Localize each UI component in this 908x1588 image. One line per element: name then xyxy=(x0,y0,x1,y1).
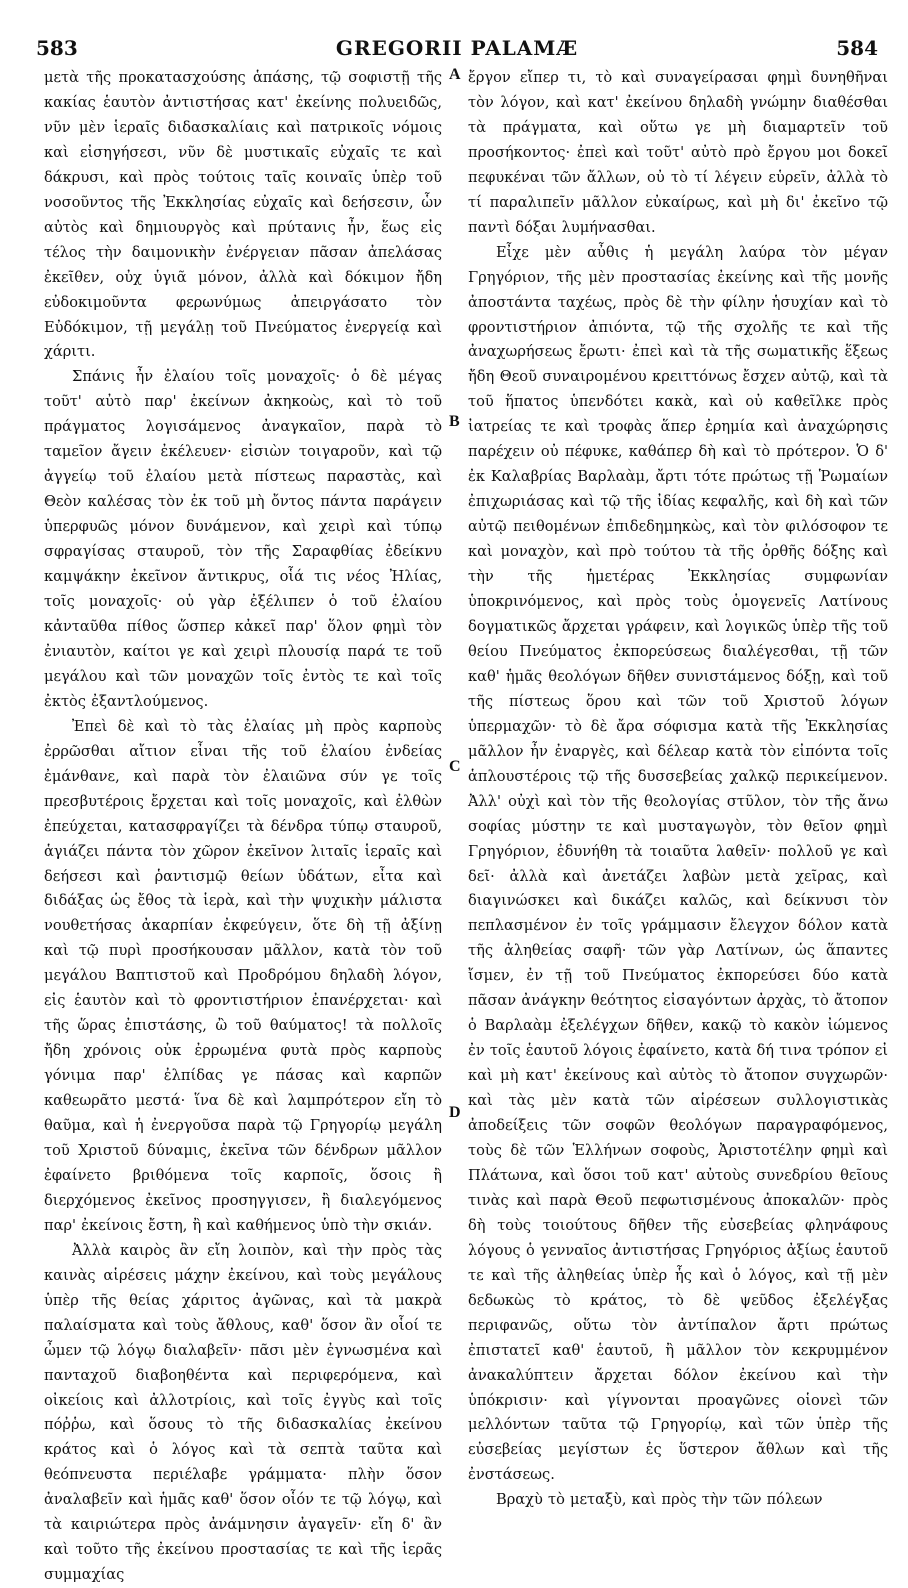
page-number-left: 583 xyxy=(36,36,78,60)
running-header xyxy=(36,36,878,62)
margin-marker-b: B xyxy=(449,413,460,430)
margin-marker-a: A xyxy=(449,66,461,83)
left-paragraph-3: Ἐπεὶ δὲ καὶ τὸ τὰς ἐλαίας μὴ πρὸς καρποὺς ἐρρῶσθαι αἴτιον εἶναι τῆς τοῦ ἐλαίου ἐνδείας ἐμάνθανε, καὶ παρὰ τὸν ἐλαιῶνα σύν γε τοῖς πρεσβυτέροις ἔρχεται καὶ τοῖς μοναχοῖς, καὶ ἐλθὼν ἐπεύχεται, κατασφραγίζει τὰ δένδρα τύπῳ σταυροῦ, ἁγιάζει πάντα τὸν χῶρον ἐκεῖνον λιταῖς ἱεραῖς καὶ δεήσεσι καὶ ῥαντισμῷ θείων ὑδάτων, εἶτα καὶ διδάξας ὡς ἔθος τὰ ἱερὰ, καὶ τὴν ψυχικὴν μάλιστα νουθετήσας ἀκαρπίαν ἐκφεύγειν, ὅτε δὴ τῇ ἀξίνῃ καὶ τῷ πυρὶ προσήκουσαν μᾶλλον, κατὰ τὸν τοῦ μεγάλου Βαπτιστοῦ καὶ Προδρόμου δηλαδὴ λόγον, εἰς ἑαυτὸν καὶ τὸ φροντιστήριον ἐπανέρχεται· καὶ τῆς ὥρας ἐπιστάσης, ὢ τοῦ θαύματος! τὰ πολλοῖς ἤδη χρόνοις οὐκ ἐρρωμένα φυτὰ πρὸς καρποὺς γόνιμα παρ' ἐλπίδας γε πάσας καὶ καρπῶν καθεωρᾶτο μεστά· ἵνα δὲ καὶ λαμπρότερον εἴη τὸ θαῦμα, καὶ ἡ ἐνεργοῦσα παρὰ τῷ Γρηγορίῳ μεγάλη τοῦ Χριστοῦ δύναμις, ἐκεῖνα τῶν δένδρων μᾶλλον ἐφαίνετο βριθόμενα τοῖς καρποῖς, ὅσοις ἢ διερχόμενος ἐκεῖνος προσηγγισεν, ἢ διαλεγόμενος παρ' ἐκείνοις ἔστη, ἢ καὶ καθήμενος ὑπὸ τὴν σκιάν. xyxy=(44,717,442,1234)
left-paragraph-4: Ἀλλὰ καιρὸς ἂν εἴη λοιπὸν, καὶ τὴν πρὸς τὰς καινὰς αἱρέσεις μάχην ἐκείνου, καὶ τοὺς μεγάλους ὑπὲρ τῆς θείας χάριτος ἀγῶνας, καὶ τὰ μακρὰ παλαίσματα καὶ τοὺς ἄθλους, καθ' ὅσον ἂν οἷοί τε ὦμεν τῷ λόγῳ διαλαβεῖν· πᾶσι μὲν ἐγνωσμένα καὶ πανταχοῦ διαβοηθέντα καὶ περιφερόμενα, καὶ οἰκείοις καὶ ἀλλοτρίοις, καὶ τοῖς ἐγγὺς καὶ τοῖς πόῤῥω, καὶ ὅσους τὸ τῆς διδασκαλίας ἐκείνου κράτος καὶ ὁ λόγος καὶ τὰ σεπτὰ ταῦτα καὶ θεόπνευστα περιέλαβε γράμματα· πλὴν ὅσον ἀναλαβεῖν καὶ ἡμᾶς καθ' ὅσον οἷόν τε τῷ λόγῳ, καὶ τὰ καιριώτερα πρὸς ἀνάμνησιν ἀγαγεῖν· εἴη δ' ἂν καὶ τοῦτο τῆς ἐκείνου προστασίας τε καὶ τῆς ἱερᾶς συμμαχίας xyxy=(44,1241,442,1584)
left-paragraph-1: μετὰ τῆς προκατασχούσης ἁπάσης, τῷ σοφιστῇ τῆς κακίας ἑαυτὸν ἀντιστήσας κατ' ἐκείνης πολυειδῶς, νῦν μὲν ἱεραῖς διδασκαλίαις καὶ πατρικοῖς νόμοις καὶ εἰσηγήσεσι, νῦν δὲ μυστικαῖς εὐχαῖς τε καὶ δάκρυσι, καὶ πρὸς τούτοις ταῖς κοιναῖς ὑπὲρ τοῦ νοσοῦντος τῆς Ἐκκλησίας εὐχαῖς καὶ δεήσεσιν, ὧν αὐτὸς καὶ δημιουργὸς καὶ πρύτανις ἦν, ἕως εἰς τέλος τὴν δαιμονικὴν ἐνέργειαν πᾶσαν ἀπελάσας ἐκεῖθεν, οὐχ ὑγιᾶ μόνον, ἀλλὰ καὶ δόκιμον ἤδη εὐδοκιμοῦντα φερωνύμως ἀπειργάσατο τὸν Εὐδόκιμον, τῇ μεγάλῃ τοῦ Πνεύματος ἐνεργείᾳ καὶ χάριτι. xyxy=(44,69,442,361)
left-column xyxy=(44,66,442,1588)
left-paragraph-2: Σπάνις ἦν ἐλαίου τοῖς μοναχοῖς· ὁ δὲ μέγας τοῦτ' αὐτὸ παρ' ἐκείνων ἀκηκοὼς, καὶ τὸ τοῦ πράγματος λογισάμενος ἀναγκαῖον, παρὰ τὸ ταμεῖον ἄγειν ἐκέλευεν· εἰσιὼν τοιγαροῦν, καὶ τῷ ἀγγείῳ τοῦ ἐλαίου μετὰ πίστεως παραστὰς, καὶ Θεὸν καλέσας τὸν ἐκ τοῦ μὴ ὄντος πάντα παράγειν ὑπερφυῶς μόνον δυνάμενον, καὶ χειρὶ καὶ τύπῳ σφραγίσας σταυροῦ, τὸν τῆς Σαραφθίας ἐδείκνυ καμψάκην ἐκεῖνον ἄντικρυς, οἷά τις νέος Ἠλίας, τοῖς μοναχοῖς· οὐ γὰρ ἐξέλιπεν ὁ τοῦ ἐλαίου κἀνταῦθα πίθος ὥσπερ κἀκεῖ παρ' ὅλον φημὶ τὸν ἐνιαυτὸν, καίτοι γε καὶ χειρὶ πλουσίᾳ παρά τε τοῦ μεγάλου καὶ τῶν μοναχῶν τοῖς ἐντὸς τε καὶ τοῖς ἐκτὸς ἐξαντλούμενος. xyxy=(44,368,442,710)
right-paragraph-1: ἔργον εἴπερ τι, τὸ καὶ συναγείρασαι φημὶ δυνηθῆναι τὸν λόγον, καὶ κατ' ἐκείνου δηλαδὴ γνώμην διαθέσθαι τὰ πράγματα, καὶ οὕτω γε μὴ διαμαρτεῖν τοῦ προσήκοντος· ἐπεὶ καὶ τοῦτ' αὐτὸ πρὸ ἔργου μοι δοκεῖ πεφυκέναι τῶν ἄλλων, οὐ τὸ τί λέγειν εὑρεῖν, ἀλλὰ τὸ τί παραλιπεῖν μᾶλλον εὐκαίρως, καὶ μὴ δι' ἐκεῖνο τῷ παντὶ δόξαι λυμήνασθαι. xyxy=(468,69,888,236)
right-paragraph-3: Βραχὺ τὸ μεταξὺ, καὶ πρὸς τὴν τῶν πόλεων xyxy=(496,1491,823,1509)
right-paragraph-2: Εἶχε μὲν αὖθις ἡ μεγάλη λαύρα τὸν μέγαν Γρηγόριον, τῆς μὲν προστασίας ἐκείνης καὶ τῆς μονῆς ἀποστάντα ταχέως, πρὸς δὲ τὴν φίλην ἡσυχίαν καὶ τὸ φροντιστήριον ἀπιόντα, τῷ τῆς σχολῆς τε καὶ τῆς ἀναχωρήσεως ἔρωτι· ἐπεὶ καὶ τὰ τῆς σωματικῆς ἕξεως ἤδη Θεοῦ συναιρομένου κρειττόνως ἔσχεν αὐτῷ, καὶ τὰ τοῦ ἥπατος ὑπενδότει κακὰ, καὶ οὐ καθεῖλκε πρὸς ἰατρείας τε καὶ τροφὰς ἅπερ ἐρημία καὶ ἀναχώρησις παρέχειν οὐ πέφυκε, καθάπερ δὴ καὶ τὸ πρότερον. Ὁ δ' ἐκ Καλαβρίας Βαρλαὰμ, ἄρτι τότε πρώτως τῇ Ῥωμαίων ἐπιχωριάσας καὶ τῷ τῆς ἰδίας κεφαλῆς, καὶ δὴ καὶ τῶν αὐτῷ πειθομένων ἐπιδεδημηκὼς, καὶ τὸν φιλόσοφον τε καὶ μοναχὸν, καὶ πρὸ τούτου τὰ τῆς ὀρθῆς δόξης καὶ τὴν τῆς ἡμετέρας Ἐκκλησίας συμφωνίαν ὑποκρινόμενος, καὶ πρὸς τοὺς ὁμογενεῖς Λατίνους δογματικῶς ἄρχεται γράφειν, καὶ λογικῶς ὑπὲρ τῆς τοῦ θείου Πνεύματος ἐκπορεύσεως διαλέγεσθαι, τῇ τῶν καθ' ἡμᾶς θεολόγων δῆθεν συνιστάμενος δόξῃ, καὶ τοῦ τῆς πίστεως ὅρου καὶ τῶν τοῦ Χριστοῦ λόγων ὑπερμαχῶν· τὸ δὲ ἄρα σόφισμα κατὰ τῆς Ἐκκλησίας μᾶλλον ἦν ἐναργὲς, καὶ δέλεαρ κατὰ τὸν εἰπόντα τοῖς ἁπλουστέροις τῷ τῆς δυσσεβείας χαλκῷ περικείμενον. Ἀλλ' οὐχὶ καὶ τὸν τῆς θεολογίας στῦλον, τὸν τῆς ἄνω σοφίας μύστην τε καὶ μυσταγωγὸν, τὸν θεῖον φημὶ Γρηγόριον, ἐδυνήθη τὰ τοιαῦτα λαθεῖν· πολλοῦ γε καὶ δεῖ· ἀλλὰ καὶ ἀνετάζει λαβὼν μετὰ χεῖρας, καὶ διαγινώσκει καὶ δικάζει καλῶς, καὶ δείκνυσι τὸν πεπλασμένον ἐν τοῖς γράμμασιν ἔλεγχον δόλον κατὰ τῆς ἀληθείας σαφῆ· τῶν γὰρ Λατίνων, ὡς ἅπαντες ἴσμεν, ἐν τῇ τοῦ Πνεύματος ἐκπορεύσει δύο κατὰ πᾶσαν ἀνάγκην θεότητος εἰσαγόντων ἀρχὰς, τὸ ἄτοπον ὁ Βαρλαὰμ ἐξελέγχων δῆθεν, κακῷ τὸ κακὸν ἰώμενος ἐν τοῖς ἑαυτοῦ λόγοις ἐφαίνετο, κατὰ δή τινα τρόπον εἰ καὶ μὴ κατ' ἐκείνους καὶ αὐτὸς τὸ ἄτοπον συγχωρῶν· καὶ τὰς μὲν κατὰ τῶν αἱρέσεων συλλογιστικὰς ἀποδείξεις τῶν σοφῶν θεολόγων παραγραφόμενος, τοὺς δὲ τῶν Ἑλλήνων σοφοὺς, Ἀριστοτέλην φημὶ καὶ Πλάτωνα, καὶ ὅσοι τοῦ κατ' αὐτοὺς συνεδρίου θεῖους τινὰς καὶ παρὰ Θεοῦ πεφωτισμένους ἀποκαλῶν· πρὸς δὴ τοὺς τοιούτους δῆθεν τῆς εὐσεβείας φληνάφους λόγους ὁ γενναῖος ἀντιστήσας Γρηγόριος ἀξίως ἑαυτοῦ τε καὶ τῆς ἀληθείας ὑπὲρ ἧς καὶ ὁ λόγος, καὶ τῇ μὲν δεδωκὼς τὸ κράτος, τὸ δὲ ψεῦδος ἐξελέγξας περιφανῶς, οὕτω τὸν ἀντίπαλον ἄρτι πρώτως ἐπιστατεῖ καθ' ἑαυτοῦ, ἢ μᾶλλον τὸν κεκρυμμένον ἀνακαλύπτειν ἄρχεται δόλον ἐκείνου καὶ τὴν ὑπόκρισιν· καὶ γίγνονται προαγῶνες οἱονεὶ τῶν μελλόντων ταῦτα τῷ Γρηγορίῳ, καὶ τῶν ὑπὲρ τῆς εὐσεβείας μεγίστων ἐς ὕστερον ἄθλων καὶ τῆς ἐνστάσεως. xyxy=(468,243,888,1484)
right-column xyxy=(468,66,888,1513)
running-title: GREGORII PALAMÆ xyxy=(335,36,579,60)
margin-marker-d: D xyxy=(449,1104,461,1121)
page-number-right: 584 xyxy=(836,36,878,60)
margin-marker-c: C xyxy=(449,758,461,775)
